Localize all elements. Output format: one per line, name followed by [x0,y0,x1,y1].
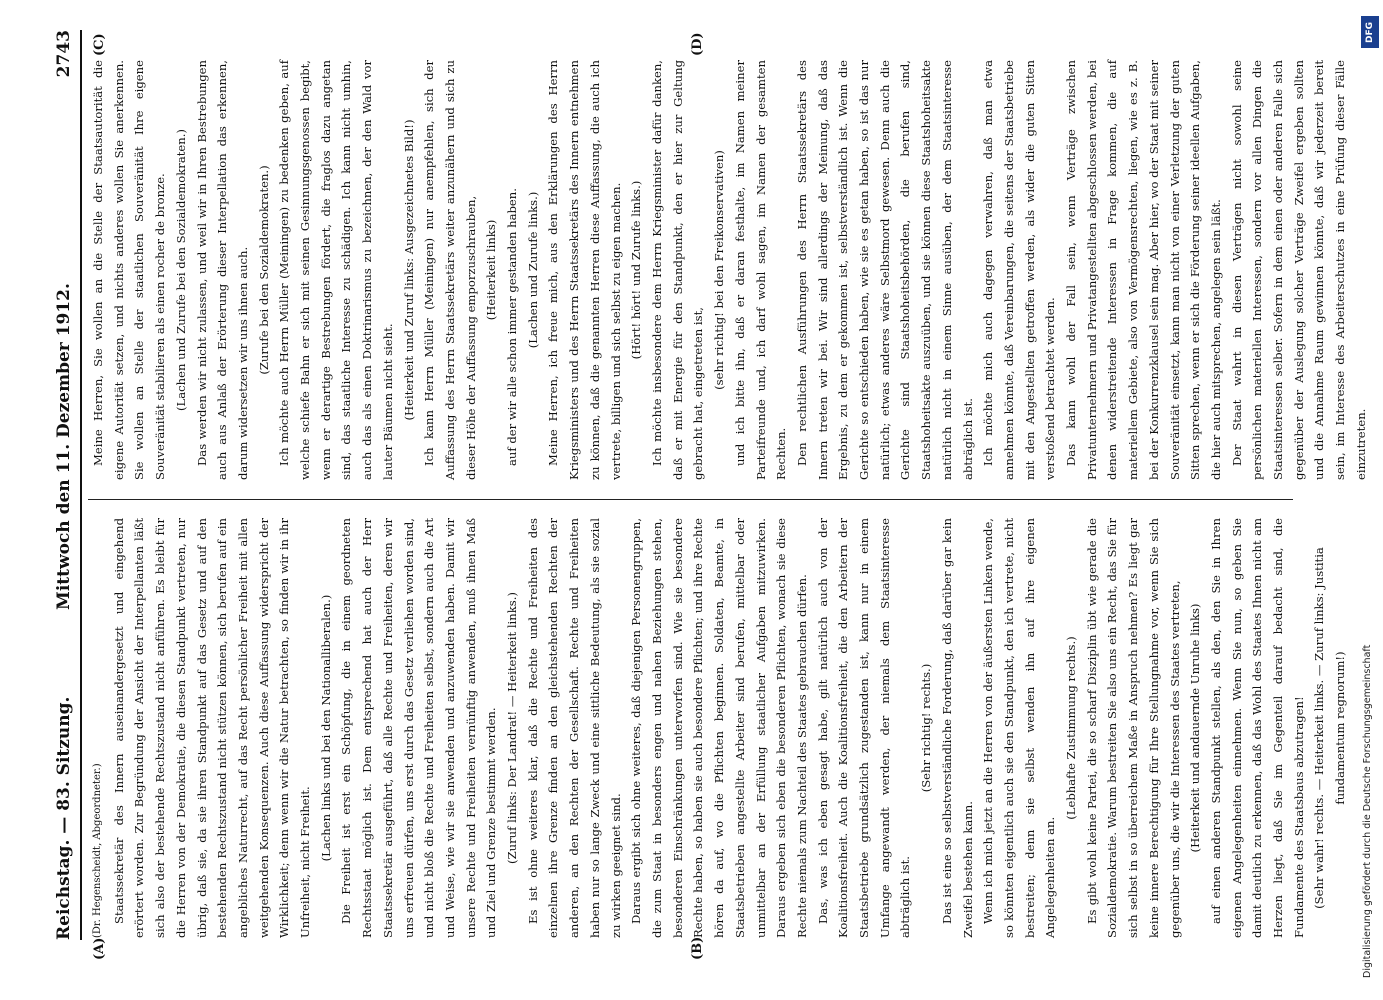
right-paragraph: (Lachen und Zurufe links.) [525,191,540,349]
left-column [88,518,1351,938]
right-paragraph: Den rechtlichen Ausführungen des Herrn Staatssekretärs des Innern treten wir bei. Wir sind allerdings der Meinung, daß das Ergebnis, zu dem er gekommen ist, selbstverständlich ist. Wenn die Gerichte so entschieden haben, wie sie es getan haben, so ist das nur natürlich; etwas anderes wäre Selbstmord gewesen. Denn auch die Gerichte sind Staatshoheitsbehörden, die berufen sind, Staatshoheitsakte auszuüben, und sie können diese Staatshoheitsakte natürlich nicht in einem Sinne ausüben, der dem Staatsinteresse abträglich ist. [794,60,975,480]
header-left: Reichstag. — 83. Sitzung. [54,696,74,940]
left-paragraph: Es gibt wohl keine Partei, die so scharf Disziplin übt wie gerade die Sozialdemokratie. Warum bestreiten Sie also uns ein Recht, das Sie für sich selbst in so überreichem Maße in Anspruch nehmen? Es liegt gar keine innere Berechtigung für Ihre Stellungnahme vor, wenn Sie sich gegenüber uns, die wir die Interessen des Staates vertreten, [1084,518,1182,938]
page-header [50,30,82,940]
right-column [88,60,1372,480]
right-paragraph: Das kann wohl der Fall sein, wenn Verträge zwischen Privatunternehmern und Privatangestellten abgeschlossen werden, bei denen widerstreitende Interessen in Frage kommen, die auf materiellem Gebiete, also von Vermögensrechten, liegen, wie es z. B. bei der Konkurrenzklausel sein mag. Aber hier, wo der Staat mit seiner Souveränität einsetzt, kann man nicht von einer Verletzung der guten Sitten sprechen, wenn er sich die Förderung seiner ideellen Aufgaben, die hier auch mitsprechen, angelegen sein läßt. [1064,60,1223,480]
left-paragraph: auf einen anderen Standpunkt stellen, als den, den Sie in Ihren eigenen Angelegenheiten einnehmen. Wenn Sie nun, so geben Sie damit deutlich zu erkennen, daß das Wohl des Staates Ihnen nicht am Herzen liegt, daß Sie im Gegenteil darauf bedacht sind, die Fundamente des Staatsbaus abzutragen! [1208,518,1306,938]
margin-marker-b: (B) [690,936,705,960]
left-paragraph: (Lebhafte Zustimmung rechts.) [1064,636,1079,820]
right-paragraph: Ich kann Herrn Müller (Meiningen) nur anempfehlen, sich der Auffassung des Herrn Staatssekretärs weiter anzunähern und sich zu dieser Höhe der Auffassung emporzuschrauben, [422,60,478,480]
right-paragraph: Der Staat wahrt in diesen Verträgen nicht sowohl seine persönlichen materiellen Interessen, sondern vor allen Dingen die Staatsinteressen selber. Sofern in dem einen oder anderen Falle sich gegenüber der Auslegung solcher Verträge Zweifel ergeben sollten und die Annahme Raum gewinnen könnte, daß wir jederzeit bereit sein, im Interesse des Arbeiterschutzes in eine Prüfung dieser Fälle einzutreten. [1229,60,1368,480]
margin-marker-a: (A) [92,937,107,960]
left-paragraph: (Sehr richtig! rechts.) [919,663,934,793]
right-paragraph: auf der wir alle schon immer gestanden haben. [505,188,520,466]
left-paragraph: Wenn ich mich jetzt an die Herren von der äußersten Linken wende, so könnten eigentlich auch sie den Standpunkt, den ich vertrete, nicht bestreiten; denn sie selbst wenden ihn auf ihre eigenen Angelegenheiten an. [981,518,1058,938]
right-paragraph: Das werden wir nicht zulassen, und weil wir in Ihren Bestrebungen auch aus Anlaß der Erörterung dieser Interpellation das erkennen, darum widersetzen wir uns ihnen auch. [194,60,250,480]
margin-marker-d: (D) [690,32,705,56]
left-paragraph: Das ist eine so selbstverständliche Forderung, daß darüber gar kein Zweifel bestehen kann. [939,518,975,938]
left-paragraph: Daraus ergibt sich ohne weiteres, daß diejenigen Personengruppen, die zum Staat in besonders engen und nahen Beziehungen stehen, besonderen Einschränkungen unterworfen sind. Wie sie besondere Rechte haben, so haben sie auch besondere Pflichten; und ihre Rechte hören da auf, wo die Pflichten beginnen. Soldaten, Beamte, in Staatsbetrieben angestellte Arbeiter sind berufen, mittelbar oder unmittelbar an der Erfüllung staatlicher Aufgaben mitzuwirken. Daraus ergeben sich eben die besonderen Pflichten, wonach sie diese Rechte niemals zum Nachteil des Staates gebrauchen dürfen. [629,518,809,938]
digitization-footer [1358,10,1382,990]
left-paragraph: Das, was ich eben gesagt habe, gilt natürlich auch von der Koalitionsfreiheit. Auch die Koalitionsfreiheit, die den Arbeitern der Staatsbetriebe grundsätzlich zugestanden ist, kann nur in einem Umfange angewandt werden, der niemals dem Staatsinteresse abträglich ist. [815,518,913,938]
right-paragraph: Ich möchte mich auch dagegen verwahren, daß man etwa annehmen könnte, daß Vereinbarungen, die seitens der Staatsbetriebe mit den Angestellten getroffen werden, als wider die guten Sitten verstoßend betrachtet werden. [981,60,1058,480]
header-date: Mittwoch den 11. Dezember 1912. [54,283,74,610]
right-paragraph: Ich möchte auch Herrn Müller (Meiningen) zu bedenken geben, auf welche schiefe Bahn er sich mit seinen Gesinnungsgenossen begibt, wenn er derartige Bestrebungen fördert, die fraglos dazu angetan sind, das staatliche Interesse zu schädigen. Ich kann nicht umhin, auch das als einen Doktrinarismus zu bezeichnen, der den Wald vor lauter Bäumen nicht sieht. [277,60,395,480]
right-paragraph: (Hört! hört! und Zurufe links.) [629,180,644,360]
left-paragraph: (Heiterkeit und andauernde Unruhe links) [1188,603,1203,853]
right-paragraph: (Lachen und Zurufe bei den Sozialdemokraten.) [173,129,188,411]
right-paragraph: Meine Herren, ich freue mich, aus den Erklärungen des Herrn Kriegsministers und des Herrn Staatssekretärs des Innern entnehmen zu können, daß die genannten Herren diese Auffassung, die auch ich vertrete, billigen und sich selbst zu eigen machen. [546,60,623,480]
right-paragraph: Ich möchte insbesondere dem Herrn Kriegsminister dafür danken, daß er mit Energie für den Standpunkt, den er hier zur Geltung gebracht hat, eingetreten ist, [649,60,706,480]
speaker-note: (Dr. Hegenscheidt, Abgeordneter.) [92,763,103,938]
right-paragraph: Meine Herren, Sie wollen an die Stelle der Staatsautorität die eigene Autorität setzen, und nichts anderes wollen Sie anerkennen. Sie wollen an Stelle der staatlichen Souveränität Ihre eigene Souveränität stabilieren als einen rocher de bronze. [91,60,168,480]
right-paragraph: (sehr richtig! bei den Freikonservativen) [712,150,727,390]
left-paragraph: Es ist ohne weiteres klar, daß die Rechte und Freiheiten des einzelnen ihre Grenze finden an den gleichstehenden Rechten der anderen, an den Rechten der Gesellschaft. Rechte und Freiheiten haben nur so lange Zweck und eine sittliche Bedeutung, als sie sozial zu wirken geeignet sind. [525,518,623,938]
left-paragraph: Die Freiheit ist erst ein Schöpfung, die in einem geordneten Rechtsstaat möglich ist. Dem entsprechend hat auch der Herr Staatssekretär ausgeführt, daß alle Rechte und Freiheiten, deren wir uns erfreuen dürfen, uns erst durch das Gesetz verliehen worden sind, und nicht bloß die Rechte und Freiheiten selbst, sondern auch die Art und Weise, wie wir sie anwenden und anzuwenden haben. Damit wir unsere Rechte und Freiheiten vernünftig anwenden, muß ihnen Maß und Ziel und Grenze bestimmt werden. [339,518,499,938]
digitization-credit: Digitalisierung gefördert durch die Deutsche Forschungsgemeinschaft [1362,644,1373,978]
left-paragraph: (Lachen links und bei den Nationalliberalen.) [318,594,333,862]
right-paragraph: und ich bitte ihn, daß er daran festhalte, im Namen meiner Parteifreunde und, ich darf wohl sagen, im Namen der gesamten Rechten. [732,60,789,480]
dfg-logo: DFG [1361,16,1379,48]
right-paragraph: (Zurufe bei den Sozialdemokraten.) [256,165,271,375]
left-paragraph: (Sehr wahr! rechts. — Heiterkeit links. — Zuruf links: Justitia fundamentum regnorum!) [1312,547,1348,909]
page-number: 2743 [54,30,74,78]
left-paragraph: Staatssekretär des Innern auseinandergesetzt und eingehend erörtert worden. Zur Begründung der Ansicht der Interpellanten läßt sich also der bestehende Rechtszustand nicht anführen. Es bleibt für die Herren von der Demokratie, die diesen Standpunkt vertreten, nur übrig, daß sie, da sie ihren Standpunkt auf das Gesetz und auf den bestehenden Rechtszustand nicht stützen können, sich berufen auf ein angebliches Naturrecht, auf das Recht persönlicher Freiheit mit allen weitgehenden Konsequenzen. Auch diese Auffassung widerspricht der Wirklichkeit; denn wenn wir die Natur betrachten, so finden wir in ihr Unfreiheit, nicht Freiheit. [111,518,313,938]
margin-marker-c: (C) [92,33,107,56]
left-paragraph: (Zuruf links: Der Landrat! — Heiterkeit links.) [505,592,520,864]
column-divider [88,499,1293,500]
right-paragraph: (Heiterkeit links) [484,219,499,321]
right-paragraph: (Heiterkeit und Zuruf links: Ausgezeichnetes Bild!) [401,119,416,421]
